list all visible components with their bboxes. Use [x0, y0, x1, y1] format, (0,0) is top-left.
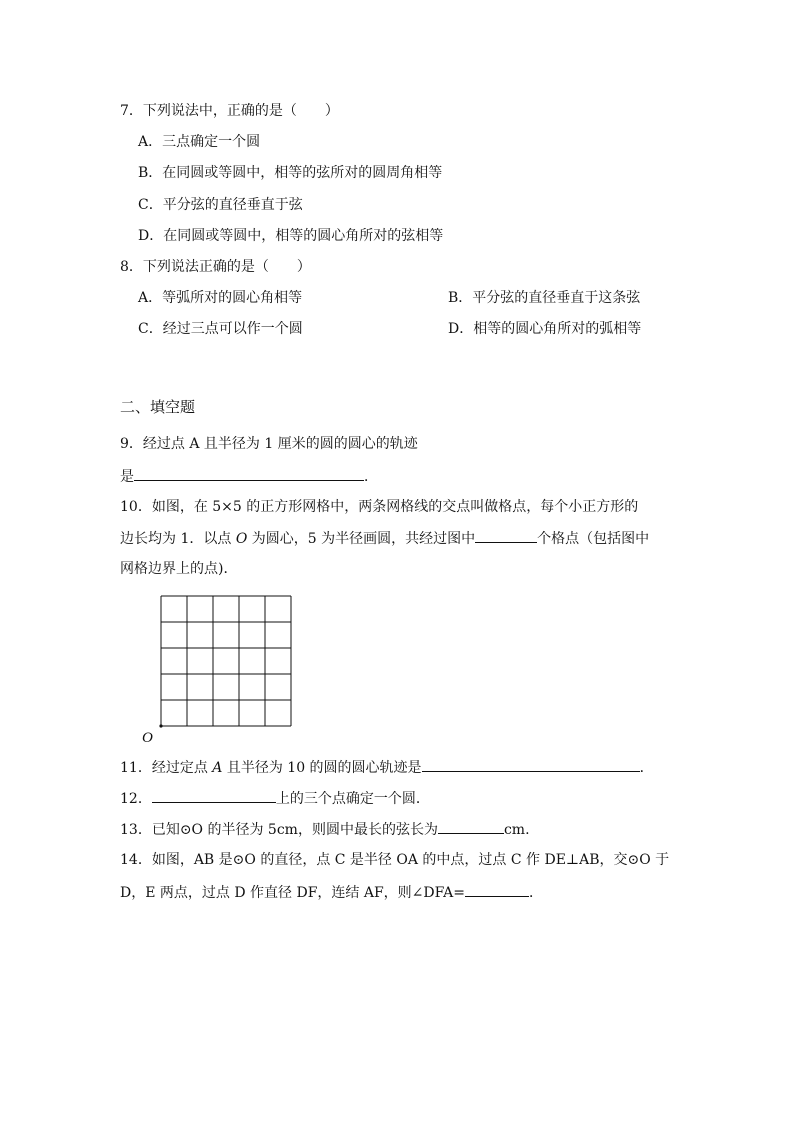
q11-point-a: A: [212, 760, 223, 776]
q13-answer-blank[interactable]: [438, 819, 504, 834]
section-title: 二、填空题: [120, 398, 196, 416]
q11-prefix: 11．经过定点: [120, 760, 213, 776]
q10-answer-blank[interactable]: [475, 528, 537, 543]
q14-line1: 14．如图，AB 是⊙O 的直径，点 C 是半径 OA 的中点，过点 C 作 DE⊥AB，交⊙O 于: [120, 852, 670, 868]
q14-line2: [120, 882, 543, 903]
q10-text-c: 个格点（包括图中: [537, 531, 650, 547]
q10-grid-figure: [140, 590, 300, 750]
grid-origin-point: [159, 724, 162, 727]
q10-line3: 网格边界上的点)．: [120, 561, 238, 577]
q11: [120, 757, 654, 778]
q8-stem: 8．下列说法正确的是（ ）: [120, 259, 311, 275]
q9-line2: [120, 466, 378, 487]
q11-middle: 且半径为 10 的圆的圆心轨迹是: [222, 760, 422, 776]
q11-suffix: ．: [639, 760, 654, 776]
q14-prefix: D，E 两点，过点 D 作直径 DF，连结 AF，则∠DFA=: [120, 885, 465, 901]
q7-option-c: C．平分弦的直径垂直于弦: [138, 197, 303, 213]
q10-line2: [120, 528, 649, 549]
q10-text-a: 边长均为 1．以点: [120, 531, 236, 547]
q8-option-b: B．平分弦的直径垂直于这条弦: [448, 290, 641, 306]
grid-lines: [161, 596, 291, 726]
q12-suffix: 上的三个点确定一个圆．: [275, 791, 430, 807]
q12: [120, 788, 430, 809]
q9-prefix: 是: [120, 469, 134, 485]
q12-prefix: 12．: [120, 791, 152, 807]
q7-option-d: D．在同圆或等圆中，相等的圆心角所对的弦相等: [138, 228, 444, 244]
q8-option-d: D．相等的圆心角所对的弧相等: [448, 321, 642, 337]
q9-suffix: ．: [364, 469, 378, 485]
q7-option-b: B．在同圆或等圆中，相等的弦所对的圆周角相等: [138, 165, 443, 181]
q13: [120, 819, 530, 840]
grid-origin-label: O: [142, 730, 153, 746]
q8-option-a: A．等弧所对的圆心角相等: [138, 290, 303, 306]
q13-prefix: 13．已知⊙O 的半径为 5cm，则圆中最长的弦长为: [120, 822, 438, 838]
q9-answer-blank[interactable]: [134, 466, 364, 481]
q11-answer-blank[interactable]: [422, 757, 640, 772]
q12-answer-blank[interactable]: [152, 788, 276, 803]
q14-suffix: ．: [528, 885, 543, 901]
q9-line1: 9．经过点 A 且半径为 1 厘米的圆的圆心的轨迹: [120, 436, 418, 452]
q10-text-b: 为圆心，5 为半径画圆，共经过图中: [247, 531, 476, 547]
q10-line1: 10．如图，在 5×5 的正方形网格中，两条网格线的交点叫做格点，每个小正方形的: [120, 499, 639, 515]
q13-suffix: cm.: [503, 822, 530, 838]
q10-point-o: O: [235, 531, 248, 547]
q7-option-a: A．三点确定一个圆: [138, 134, 261, 150]
q14-answer-blank[interactable]: [465, 882, 529, 897]
q8-option-c: C．经过三点可以作一个圆: [138, 321, 303, 337]
q7-stem: 7．下列说法中，正确的是（ ）: [120, 103, 339, 119]
